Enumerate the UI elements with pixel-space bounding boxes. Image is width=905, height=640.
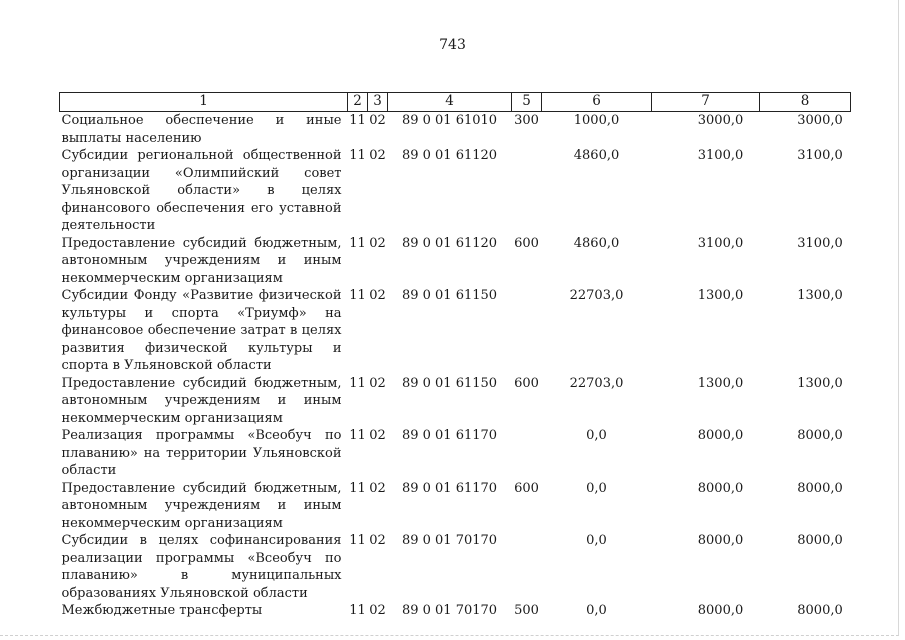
row-amount-6: 4860,0: [573, 235, 620, 251]
row-section: 11: [349, 148, 366, 163]
row-amount-7: 8000,0: [697, 428, 744, 443]
row-expense-type: 600: [514, 235, 539, 251]
budget-table: [59, 92, 851, 620]
row-amount-8: 3100,0: [797, 235, 843, 251]
table-row: [60, 480, 851, 533]
row-amount-7: 1300,0: [697, 288, 744, 303]
row-amount-6: 0,0: [586, 428, 607, 443]
row-subsection: 02: [369, 375, 386, 391]
table-row: [60, 602, 851, 620]
row-amount-7: 1300,0: [697, 375, 744, 391]
row-amount-7: 8000,0: [697, 533, 744, 548]
row-target-article: 89 0 01 61150: [401, 375, 498, 391]
header-col-7: 7: [652, 93, 760, 112]
table-body: [60, 112, 851, 620]
row-section: 11: [349, 375, 366, 391]
row-target-article: 89 0 01 61010: [401, 113, 498, 128]
row-expense-type: [512, 147, 542, 235]
row-expense-type: [512, 287, 542, 375]
row-name: Предоставление субсидий бюджетным, автономным учреждениям и иным некоммерческим организациям: [61, 235, 342, 286]
row-target-article: 89 0 01 61170: [401, 480, 498, 496]
row-amount-8: 1300,0: [797, 288, 843, 303]
row-expense-type: [512, 427, 542, 480]
row-expense-type: 500: [514, 603, 539, 618]
row-target-article: 89 0 01 61120: [401, 235, 498, 251]
table-row: [60, 427, 851, 480]
row-subsection: 02: [369, 428, 386, 443]
row-amount-6: 0,0: [586, 533, 607, 548]
row-amount-6: 22703,0: [569, 375, 624, 391]
row-name: Предоставление субсидий бюджетным, автономным учреждениям и иным некоммерческим организациям: [61, 480, 342, 531]
row-name: Социальное обеспечение и иные выплаты населению: [61, 113, 342, 146]
row-amount-6: 4860,0: [573, 148, 620, 163]
header-col-3: 3: [368, 93, 388, 112]
row-target-article: 89 0 01 61120: [401, 148, 498, 163]
table-row: [60, 147, 851, 235]
table-row: [60, 112, 851, 148]
header-col-2: 2: [348, 93, 368, 112]
row-name: Предоставление субсидий бюджетным, автономным учреждениям и иным некоммерческим организациям: [61, 375, 342, 426]
table-row: [60, 287, 851, 375]
row-subsection: 02: [369, 288, 386, 303]
row-amount-6: 0,0: [586, 603, 607, 618]
row-name: Субсидии региональной общественной организации «Олимпийский совет Ульяновской области» в целях финансового обеспечения его уставной деятельности: [61, 148, 342, 233]
row-amount-7: 3000,0: [697, 113, 744, 128]
row-name: Межбюджетные трансферты: [61, 603, 263, 618]
row-amount-7: 8000,0: [697, 603, 744, 618]
row-amount-7: 3100,0: [697, 235, 744, 251]
row-subsection: 02: [369, 480, 386, 496]
row-subsection: 02: [369, 113, 386, 128]
row-name: Субсидии в целях софинансирования реализации программы «Всеобуч по плаванию» в муниципальных образованиях Ульяновской области: [61, 533, 342, 601]
row-amount-7: 3100,0: [697, 148, 744, 163]
header-col-5: 5: [512, 93, 542, 112]
row-subsection: 02: [369, 148, 386, 163]
page-number: 743: [439, 37, 466, 53]
row-target-article: 89 0 01 70170: [401, 533, 498, 548]
row-expense-type: [512, 532, 542, 602]
row-subsection: 02: [369, 533, 386, 548]
header-row: [60, 93, 851, 112]
row-target-article: 89 0 01 61170: [401, 428, 498, 443]
row-subsection: 02: [369, 235, 386, 251]
row-name: Субсидии Фонду «Развитие физической культуры и спорта «Триумф» на финансовое обеспечение затрат в целях развития физической культуры и спорта в Ульяновской области: [61, 288, 342, 373]
table-row: [60, 375, 851, 428]
row-amount-8: 3000,0: [797, 113, 843, 128]
row-target-article: 89 0 01 61150: [401, 288, 498, 303]
row-amount-6: 1000,0: [573, 113, 620, 128]
row-amount-7: 8000,0: [697, 480, 744, 496]
row-section: 11: [349, 533, 366, 548]
row-amount-8: 8000,0: [797, 428, 843, 443]
row-expense-type: 600: [514, 480, 539, 496]
row-amount-6: 0,0: [586, 480, 607, 496]
header-col-8: 8: [760, 93, 851, 112]
row-section: 11: [349, 113, 366, 128]
row-expense-type: 600: [514, 375, 539, 391]
row-expense-type: 300: [514, 113, 539, 128]
row-amount-8: 8000,0: [797, 603, 843, 618]
row-amount-6: 22703,0: [569, 288, 624, 303]
row-section: 11: [349, 428, 366, 443]
row-amount-8: 8000,0: [797, 533, 843, 548]
row-section: 11: [349, 288, 366, 303]
row-section: 11: [349, 603, 366, 618]
row-section: 11: [349, 480, 366, 496]
header-col-6: 6: [542, 93, 652, 112]
row-subsection: 02: [369, 603, 386, 618]
row-amount-8: 1300,0: [797, 375, 843, 391]
row-section: 11: [349, 235, 366, 251]
header-col-1: 1: [60, 93, 348, 112]
row-name: Реализация программы «Всеобуч по плаванию» на территории Ульяновской области: [61, 428, 342, 478]
header-col-4: 4: [388, 93, 512, 112]
row-amount-8: 3100,0: [797, 148, 843, 163]
row-amount-8: 8000,0: [797, 480, 843, 496]
table-row: [60, 532, 851, 602]
row-target-article: 89 0 01 70170: [401, 603, 498, 618]
table-row: [60, 235, 851, 288]
